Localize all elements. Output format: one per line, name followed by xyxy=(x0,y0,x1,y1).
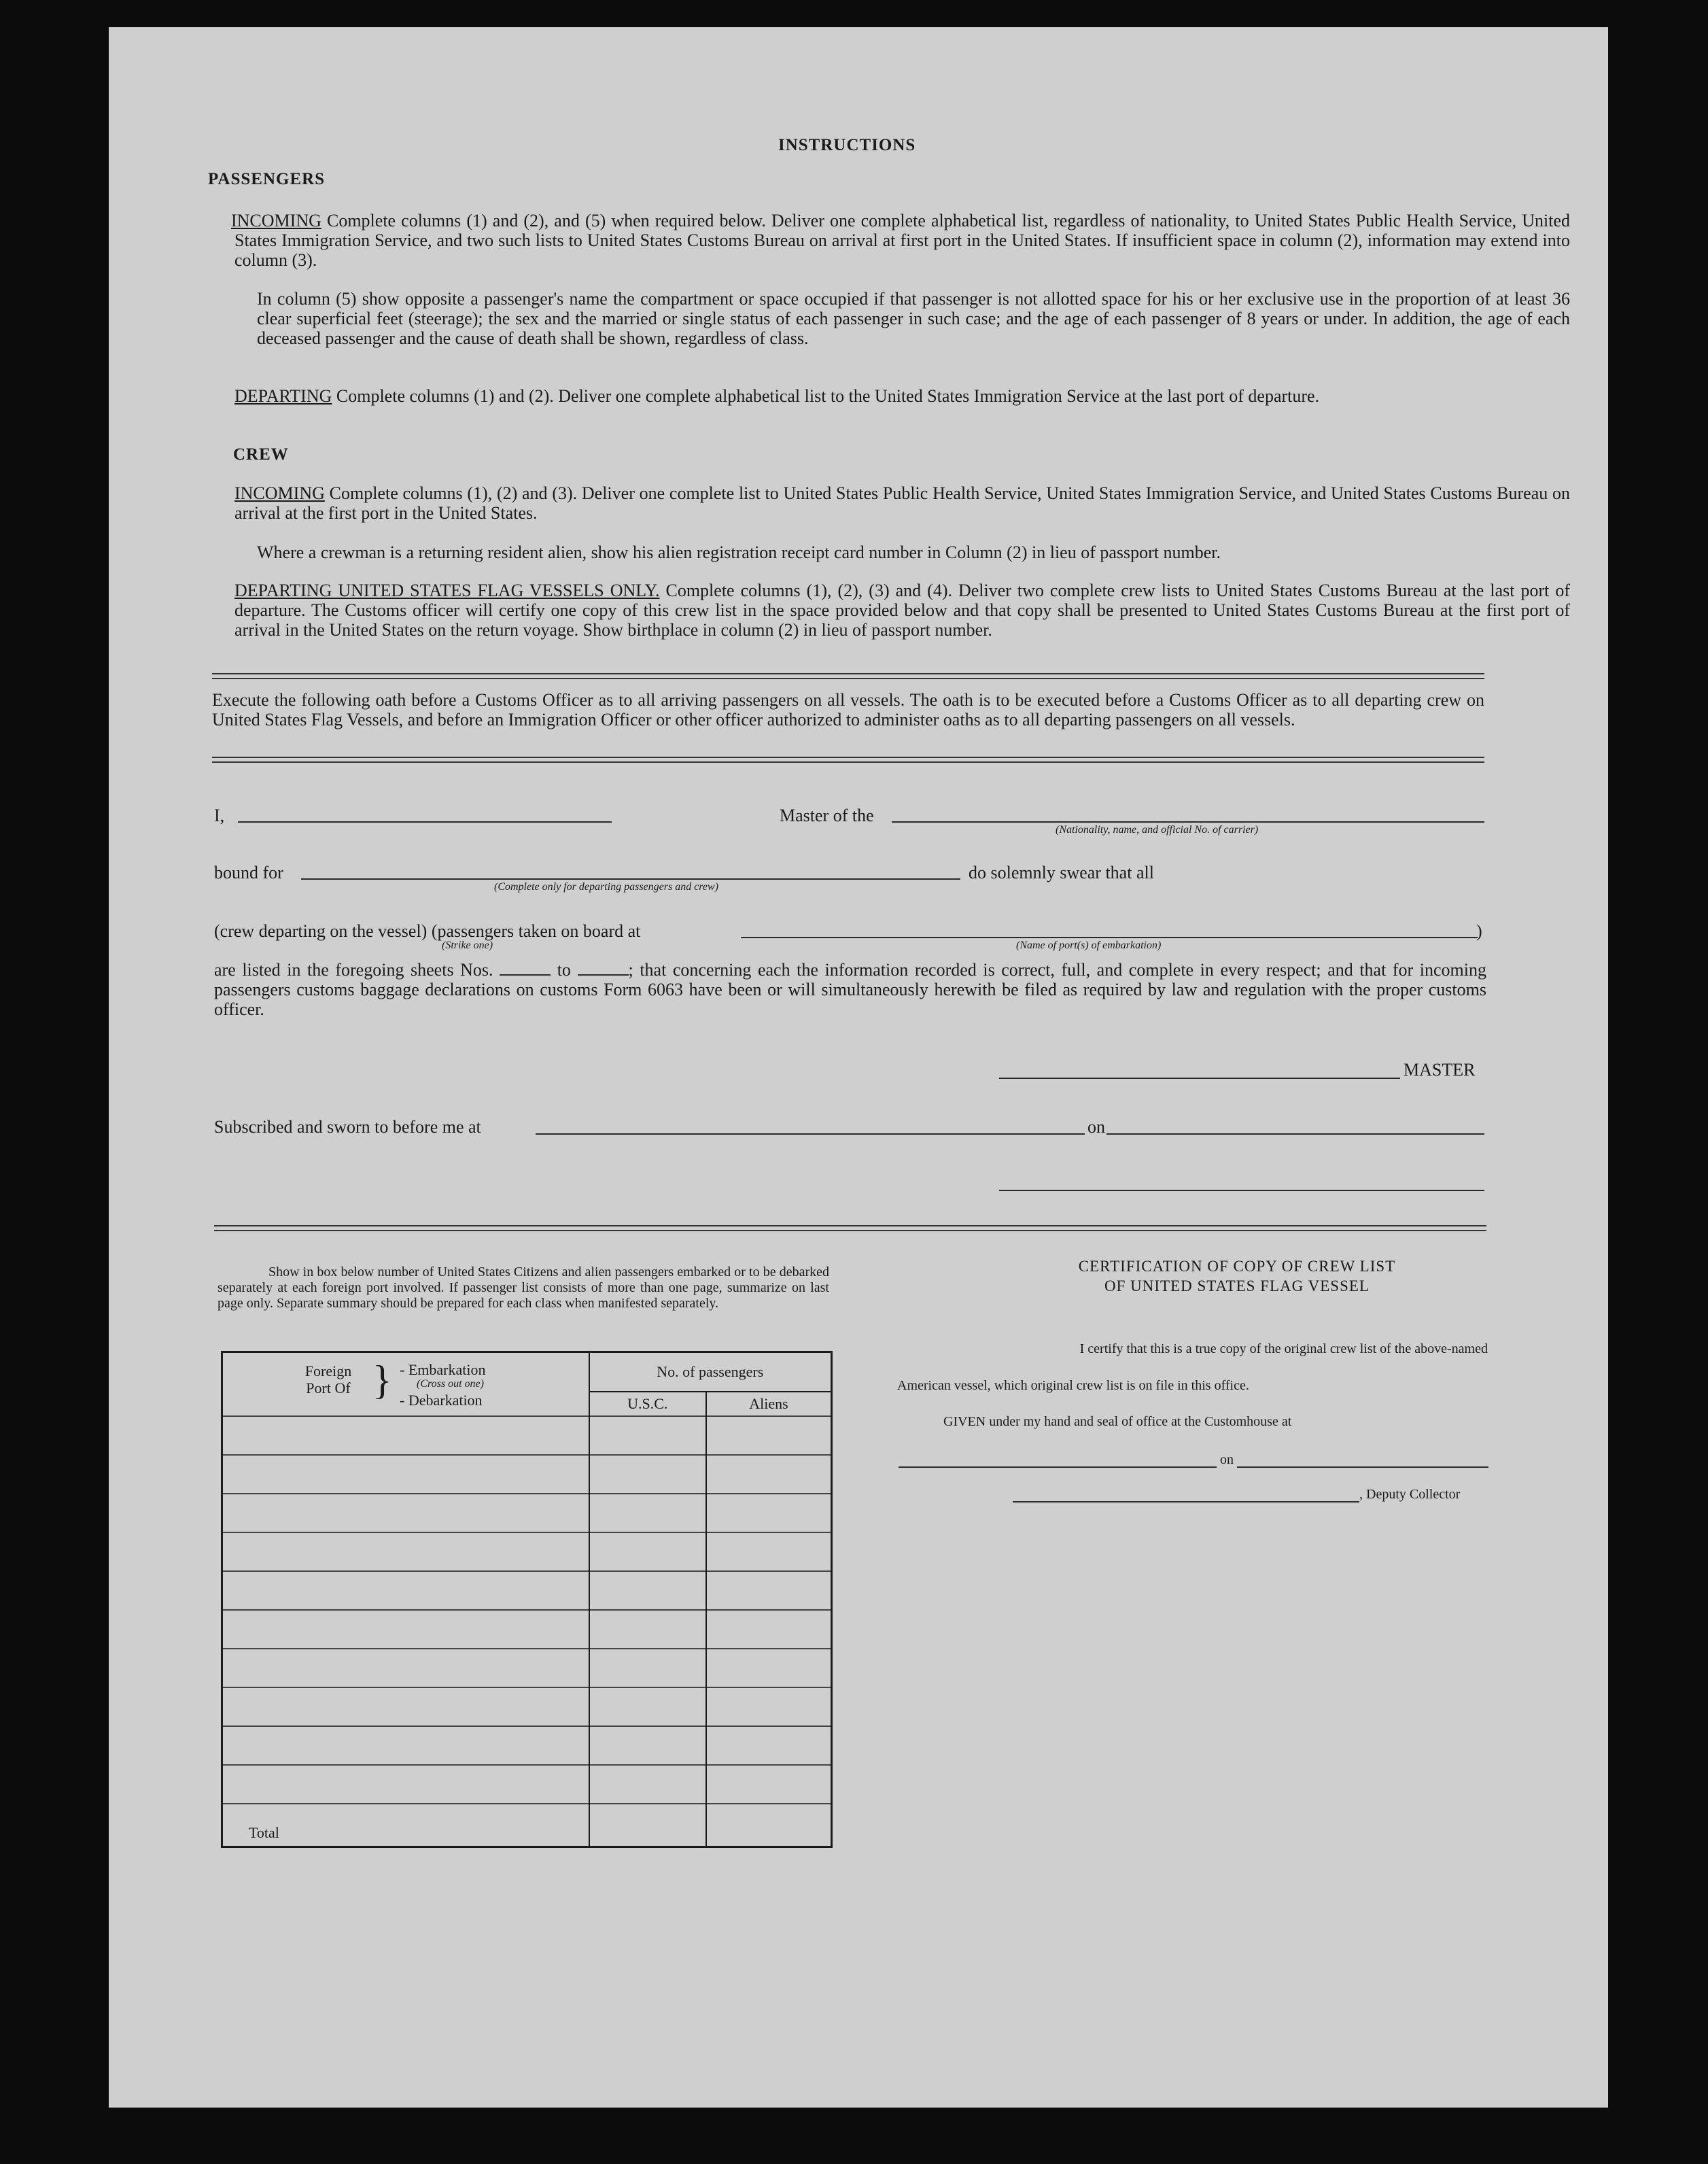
table-row xyxy=(222,1455,832,1494)
cross-out-note: (Cross out one) xyxy=(417,1378,484,1390)
section-divider xyxy=(214,1225,1486,1231)
port-cell[interactable] xyxy=(222,1416,589,1455)
officer-signature-line[interactable] xyxy=(999,1190,1484,1191)
master-of-label: Master of the xyxy=(780,806,874,825)
summary-table xyxy=(221,1351,833,1848)
total-label: Total xyxy=(222,1804,589,1847)
master-signature-line[interactable] xyxy=(999,1078,1400,1079)
aliens-cell[interactable] xyxy=(706,1571,831,1610)
usc-cell[interactable] xyxy=(589,1455,707,1494)
table-row xyxy=(222,1687,832,1726)
customhouse-line[interactable] xyxy=(899,1466,1217,1468)
aliens-cell[interactable] xyxy=(706,1765,831,1804)
carrier-note: (Nationality, name, and official No. of carrier) xyxy=(1056,824,1259,836)
foreign-port-header xyxy=(222,1352,589,1417)
port-cell[interactable] xyxy=(222,1532,589,1571)
passengers-departing-label: DEPARTING xyxy=(234,386,332,406)
listed-text: ; that concerning each the information recorded is correct, full, and complete in every respect; and that for incoming passengers customs baggage declarations on customs Form 6063 have been or will simultaneously herewith be filed as required by law and regulation with the proper customs officer. xyxy=(214,960,1486,1019)
port-cell[interactable] xyxy=(222,1610,589,1649)
aliens-cell[interactable] xyxy=(706,1532,831,1571)
usc-cell[interactable] xyxy=(589,1726,707,1765)
brace-icon: } xyxy=(372,1358,392,1403)
table-row xyxy=(222,1765,832,1804)
ports-note: (Name of port(s) of embarkation) xyxy=(1016,940,1162,951)
usc-cell[interactable] xyxy=(589,1416,707,1455)
table-row xyxy=(222,1726,832,1765)
usc-cell[interactable] xyxy=(589,1687,707,1726)
passengers-heading: PASSENGERS xyxy=(208,170,326,188)
port-cell[interactable] xyxy=(222,1765,589,1804)
master-label: MASTER xyxy=(1404,1060,1476,1080)
cert-date-line[interactable] xyxy=(1237,1466,1488,1468)
certify-line1: I certify that this is a true copy of the original crew list of the above-named xyxy=(1079,1341,1488,1356)
usc-cell[interactable] xyxy=(589,1571,707,1610)
bound-for-label: bound for xyxy=(214,863,283,882)
foreign-port-of-label: Foreign Port Of xyxy=(304,1362,352,1396)
close-paren: ) xyxy=(1476,921,1482,941)
deputy-signature-line[interactable] xyxy=(1013,1501,1359,1502)
bound-for-note: (Complete only for departing passengers and crew) xyxy=(494,881,719,893)
passengers-incoming-label: INCOMING xyxy=(231,211,321,230)
usc-header: U.S.C. xyxy=(589,1392,707,1416)
aliens-cell[interactable] xyxy=(706,1416,831,1455)
crew-incoming-label: INCOMING xyxy=(234,483,325,503)
crew-incoming-text: Complete columns (1), (2) and (3). Deliver one complete list to United States Public Health Service, United States Immigration Service, and United States Customs Bureau on arrival at the first port in the United States. xyxy=(234,483,1570,523)
oath-intro: Execute the following oath before a Customs Officer as to all arriving passengers on all vessels. The oath is to be executed before a Customs Officer as to all departing crew on United States Flag Vessels, and before an Immigration Officer or other officer authorized to administer oaths as to all departing passengers on all vessels. xyxy=(212,690,1484,729)
subscribed-label: Subscribed and sworn to before me at xyxy=(214,1117,481,1137)
passengers-incoming-paragraph xyxy=(231,211,1571,270)
listed-label: are listed in the foregoing sheets Nos. xyxy=(214,960,493,980)
usc-cell[interactable] xyxy=(589,1649,707,1687)
deputy-collector-label: , Deputy Collector xyxy=(1359,1487,1461,1502)
port-cell[interactable] xyxy=(222,1455,589,1494)
embarkation-label: - Embarkation xyxy=(400,1361,486,1378)
aliens-header: Aliens xyxy=(749,1395,788,1412)
certification-title-line2: OF UNITED STATES FLAG VESSEL xyxy=(1104,1277,1370,1294)
aliens-cell[interactable] xyxy=(706,1610,831,1649)
certification-title xyxy=(1003,1256,1471,1296)
port-cell[interactable] xyxy=(222,1726,589,1765)
master-name-line[interactable] xyxy=(238,821,612,823)
aliens-cell[interactable] xyxy=(706,1726,831,1765)
port-cell[interactable] xyxy=(222,1649,589,1687)
sheet-from-line[interactable] xyxy=(500,974,551,976)
table-row xyxy=(222,1571,832,1610)
total-row xyxy=(222,1804,832,1847)
table-row xyxy=(222,1416,832,1455)
port-cell[interactable] xyxy=(222,1571,589,1610)
crew-heading: CREW xyxy=(233,445,289,464)
passengers-departing-text: Complete columns (1) and (2). Deliver one complete alphabetical list to the United States Immigration Service at the last port of departure. xyxy=(336,386,1320,406)
on-label: on xyxy=(1087,1117,1105,1137)
given-text: GIVEN under my hand and seal of office at the Customhouse at xyxy=(943,1414,1292,1429)
listed-paragraph xyxy=(214,960,1486,1019)
no-of-passengers-header: No. of passengers xyxy=(589,1352,832,1392)
sworn-place-line[interactable] xyxy=(536,1133,1085,1135)
crew-resident-paragraph: Where a crewman is a returning resident alien, show his alien registration receipt card number in Column (2) in lieu of passport number. xyxy=(257,543,1221,562)
embarkation-ports-line[interactable] xyxy=(741,937,1478,938)
usc-cell[interactable] xyxy=(589,1494,707,1532)
passengers-incoming-text: Complete columns (1) and (2), and (5) when required below. Deliver one complete alphabetical list, regardless of nationality, to United States Public Health Service, United States Immigration Service, and two such lists to United States Customs Bureau on arrival at first port in the United States. If insufficient space in column (2), information may extend into column (3). xyxy=(234,211,1571,270)
passengers-departing-paragraph xyxy=(234,386,1570,406)
section-divider xyxy=(212,757,1484,763)
usc-cell[interactable] xyxy=(589,1610,707,1649)
summary-note: Show in box below number of United States Citizens and alien passengers embarked or to be debarked separately at each foreign port involved. If passenger list consists of more than one page, summarize on last page only. Separate summary should be prepared for each class when manifested separately. xyxy=(217,1265,829,1311)
aliens-cell[interactable] xyxy=(706,1455,831,1494)
crew-departing-text: Complete columns (1), (2), (3) and (4). Deliver two complete crew lists to United States Customs Bureau at the last port of departure. The Customs officer will certify one copy of this crew list in the space provided below and that copy shall be presented to United States Customs Bureau at the first port of arrival in the United States on the return voyage. Show birthplace in column (2) in lieu of passport number. xyxy=(234,581,1570,640)
oath-i-label: I, xyxy=(214,806,225,825)
strike-one-note: (Strike one) xyxy=(442,940,493,951)
total-usc-cell[interactable] xyxy=(589,1804,707,1847)
port-cell[interactable] xyxy=(222,1494,589,1532)
sheet-to-line[interactable] xyxy=(578,974,629,976)
aliens-cell[interactable] xyxy=(706,1687,831,1726)
carrier-line[interactable] xyxy=(892,821,1484,823)
section-divider xyxy=(212,673,1484,679)
passengers-column5-paragraph: In column (5) show opposite a passenger's name the compartment or space occupied if that passenger is not allotted space for his or her exclusive use in the proportion of at least 36 clear superficial feet (steerage); the sex and the married or single status of each passenger in such case; and the age of each passenger of 8 years or under. In addition, the age of each deceased passenger and the cause of death shall be shown, regardless of class. xyxy=(257,289,1570,348)
crew-incoming-paragraph xyxy=(234,483,1570,523)
debarkation-label: - Debarkation xyxy=(400,1392,483,1409)
table-row xyxy=(222,1649,832,1687)
sworn-date-line[interactable] xyxy=(1106,1133,1484,1135)
port-cell[interactable] xyxy=(222,1687,589,1726)
table-row xyxy=(222,1610,832,1649)
to-label: to xyxy=(557,960,571,980)
bound-for-line[interactable] xyxy=(301,878,960,880)
crew-departing-paragraph xyxy=(234,581,1570,640)
form-page xyxy=(109,27,1608,2108)
usc-cell[interactable] xyxy=(589,1765,707,1804)
certify-line2: American vessel, which original crew list is on file in this office. xyxy=(897,1378,1249,1393)
table-row xyxy=(222,1532,832,1571)
table-row xyxy=(222,1494,832,1532)
instructions-title: INSTRUCTIONS xyxy=(778,136,916,154)
cert-on-label: on xyxy=(1220,1452,1234,1467)
summary-header-row xyxy=(222,1352,832,1392)
swear-label: do solemnly swear that all xyxy=(969,863,1154,882)
crew-departing-label: DEPARTING UNITED STATES FLAG VESSELS ONLY. xyxy=(234,581,660,600)
usc-cell[interactable] xyxy=(589,1532,707,1571)
crew-departing-oath-label: (crew departing on the vessel) (passengers taken on board at xyxy=(214,921,641,941)
aliens-cell[interactable] xyxy=(706,1649,831,1687)
aliens-cell[interactable] xyxy=(706,1494,831,1532)
total-aliens-cell[interactable] xyxy=(706,1804,831,1847)
certification-title-line1: CERTIFICATION OF COPY OF CREW LIST xyxy=(1078,1258,1396,1275)
